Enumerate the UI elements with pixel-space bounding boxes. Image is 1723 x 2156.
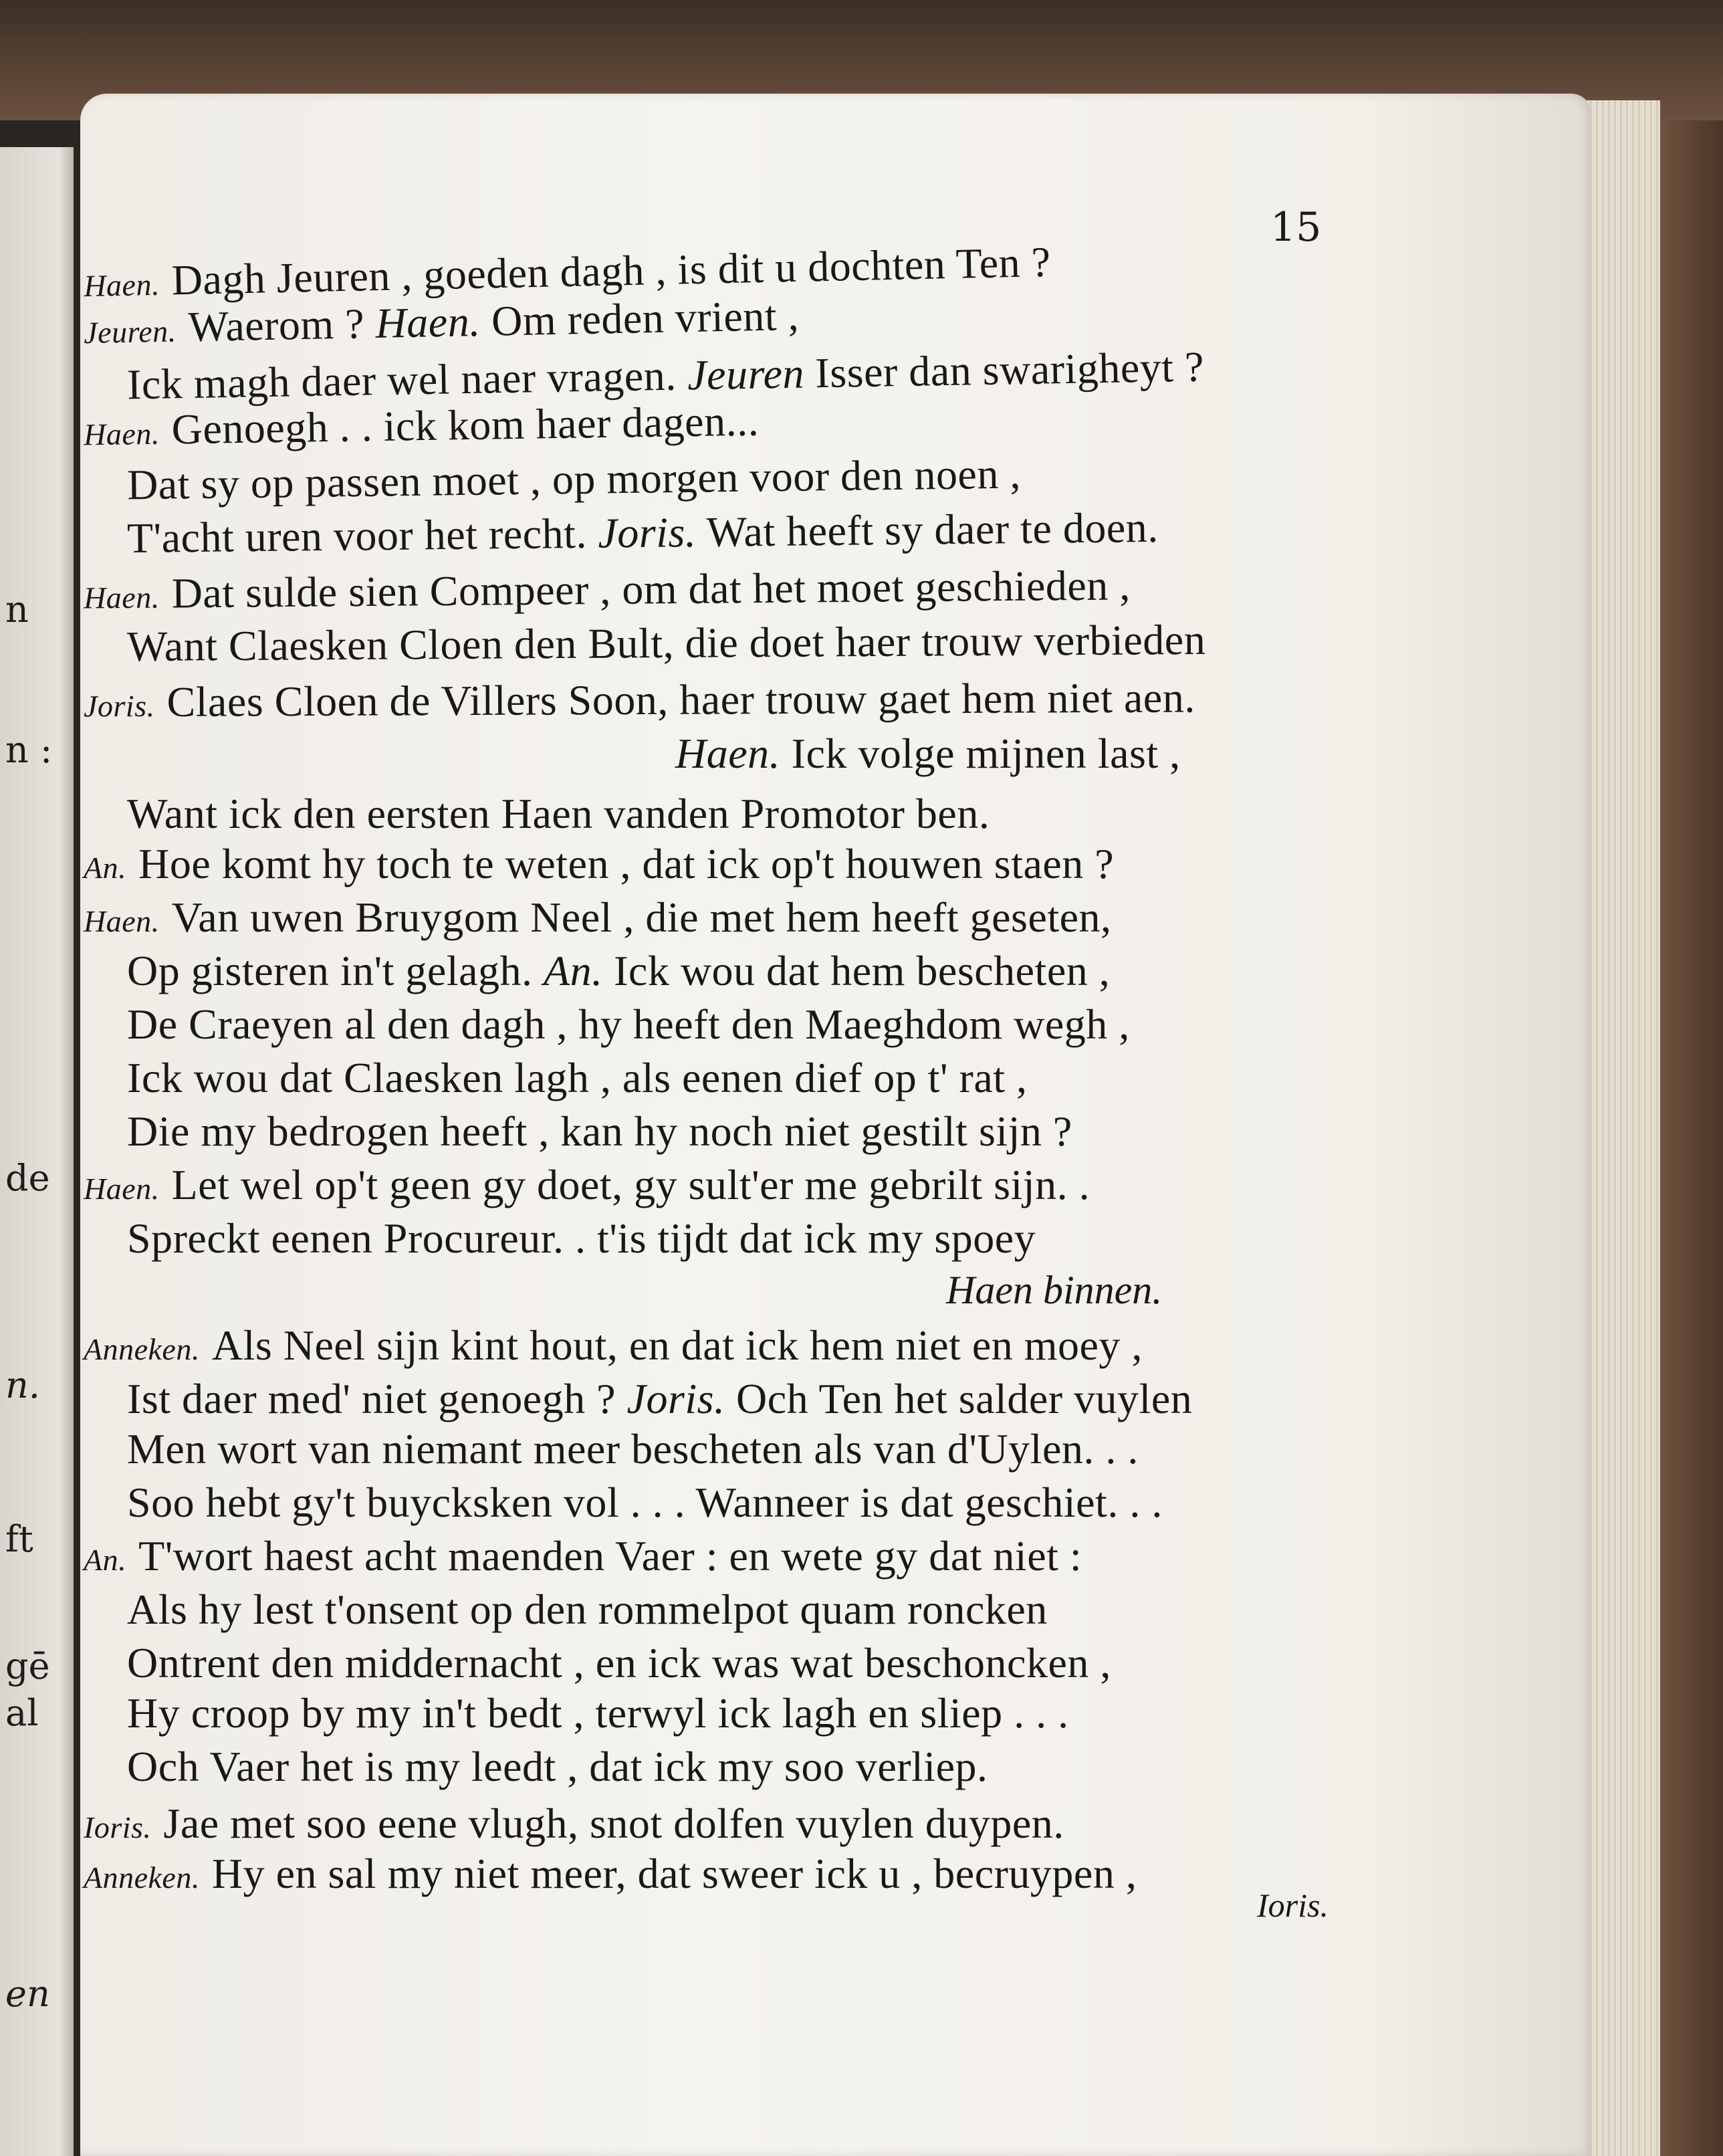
verse-text-segment: Spreckt eenen Procureur. . t'is tijdt dat ick my spoey <box>127 1214 1036 1262</box>
catchword: Ioris. <box>1257 1886 1329 1924</box>
verse-line <box>127 1000 1130 1049</box>
speaker-label: Ioris. <box>84 1810 152 1844</box>
verse-text-segment: Dat sy op passen moet , op morgen voor den noen , <box>126 449 1022 509</box>
verse-line <box>84 397 760 456</box>
speaker-label: An. <box>84 851 127 885</box>
verse-line <box>84 1160 1090 1210</box>
verse-line <box>84 1531 1082 1581</box>
speaker-label: Jeuren. <box>83 314 177 350</box>
verse-text-segment: Let wel op't geen gy doet, gy sult'er me gebrilt sijn. . <box>171 1161 1090 1208</box>
inline-speaker-name: Haen. <box>374 297 481 347</box>
verse-text-segment: Dat sulde sien Compeer , om dat het moet geschieden , <box>171 561 1131 617</box>
verse-text-segment: Ist daer med' niet genoegh ? <box>127 1375 627 1422</box>
verse-text-segment: Waerom ? <box>187 299 376 351</box>
page-number: 15 <box>1270 204 1322 251</box>
verse-text-segment: Want ick den eersten Haen vanden Promotor ben. <box>127 790 990 837</box>
left-page-fragment: n <box>5 588 29 631</box>
verse-text-segment: Ontrent den middernacht , en ick was wat beschoncken , <box>127 1639 1111 1687</box>
speaker-label: Haen. <box>83 267 160 304</box>
verse-line <box>84 839 1114 889</box>
left-page-edge <box>0 147 74 2156</box>
verse-text-segment: De Craeyen al den dagh , hy heeft den Maeghdom wegh , <box>127 1000 1130 1048</box>
verse-text-segment: Hy en sal my niet meer, dat sweer ick u , becruypen , <box>211 1850 1137 1897</box>
verse-line <box>84 1321 1143 1370</box>
speaker-label: Anneken. <box>84 1860 200 1895</box>
verse-line <box>127 789 990 839</box>
verse-line <box>127 1424 1139 1474</box>
left-page-fragment: ft <box>5 1518 33 1560</box>
verse-text-segment: Jae met soo eene vlugh, snot dolfen vuylen duypen. <box>163 1800 1064 1847</box>
verse-text-segment: Van uwen Bruygom Neel , die met hem heeft geseten, <box>171 893 1112 941</box>
verse-line <box>127 1107 1072 1156</box>
verse-line <box>84 1799 1064 1848</box>
verse-text-segment: Isser dan swarigheyt ? <box>804 342 1205 397</box>
verse-text-segment: Hoe komt hy toch te weten , dat ick op't houwen staen ? <box>138 840 1115 887</box>
verse-text-segment: Men wort van niemant meer bescheten als van d'Uylen. . . <box>127 1425 1139 1473</box>
verse-line <box>675 729 1181 778</box>
verse-text-segment: Ick wou dat Claesken lagh , als eenen dief op t' rat , <box>127 1054 1028 1101</box>
page-stack-edge <box>1585 100 1660 2156</box>
verse-text-segment: Ick volge mijnen last , <box>780 730 1181 777</box>
left-page-fragment: de <box>5 1157 50 1199</box>
left-page-fragment: gē <box>5 1645 50 1687</box>
speaker-label: Haen. <box>84 1172 160 1206</box>
inline-speaker-name: Jeuren <box>687 349 805 399</box>
verse-text-segment: Soo hebt gy't buycksken vol . . . Wanneer is dat geschiet. . . <box>127 1479 1163 1526</box>
verse-line <box>127 946 1110 996</box>
left-page-fragment: en <box>5 1973 50 2015</box>
verse-text-segment: Om reden vrient , <box>479 291 800 345</box>
left-page-fragment: al <box>5 1692 39 1734</box>
verse-text-segment: T'wort haest acht maenden Vaer : en wete gy dat niet : <box>138 1532 1082 1580</box>
speaker-label: Haen. <box>83 580 160 615</box>
verse-line <box>127 1585 1048 1634</box>
verse-text-segment: Dagh Jeuren , goeden dagh , is dit u dochten Ten ? <box>171 237 1052 304</box>
verse-line <box>84 1849 1137 1899</box>
verse-line <box>84 673 1195 728</box>
verse-line <box>127 1478 1163 1527</box>
verse-line <box>127 1214 1036 1263</box>
verse-text-segment: Want Claesken Cloen den Bult, die doet haer trouw verbieden <box>126 615 1206 671</box>
inline-speaker-name: An. <box>544 947 603 994</box>
verse-text-segment: Claes Cloen de Villers Soon, haer trouw gaet hem niet aen. <box>166 673 1195 726</box>
verse-text-segment: Genoegh . . ick kom haer dagen... <box>171 397 760 453</box>
verse-text-segment: Als Neel sijn kint hout, en dat ick hem niet en moey , <box>211 1321 1143 1369</box>
inline-speaker-name: Joris. <box>626 1375 725 1422</box>
verse-text-segment: Die my bedrogen heeft , kan hy noch niet gestilt sijn ? <box>127 1107 1072 1155</box>
speaker-label: Haen. <box>84 904 160 938</box>
left-page-fragment: n : <box>5 729 53 771</box>
verse-text-segment: Op gisteren in't gelagh. <box>127 947 544 994</box>
speaker-label: Haen. <box>83 416 160 452</box>
verse-text-segment: Och Vaer het is my leedt , dat ick my soo verliep. <box>127 1743 988 1790</box>
verse-line <box>84 893 1112 942</box>
verse-line <box>127 1742 988 1792</box>
verse-text-segment: Ick wou dat hem bescheten , <box>602 947 1111 994</box>
verse-line <box>127 1689 1069 1738</box>
speaker-label: An. <box>84 1543 127 1577</box>
verse-line <box>127 1053 1028 1103</box>
verse-text-segment: T'acht uren voor het recht. <box>126 509 598 562</box>
verse-line <box>127 615 1206 671</box>
verse-text-segment: Ick magh daer wel naer vragen. <box>126 351 688 409</box>
stage-direction: Haen binnen. <box>946 1268 1163 1312</box>
speaker-label: Anneken. <box>84 1332 200 1366</box>
left-page-fragment: n. <box>5 1364 40 1406</box>
verse-text-segment: Hy croop by my in't bedt , terwyl ick lagh en sliep . . . <box>127 1689 1069 1737</box>
inline-speaker-name: Haen. <box>675 730 781 777</box>
inline-speaker-name: Joris. <box>597 508 697 557</box>
verse-line <box>84 560 1131 619</box>
verse-text-segment: Och Ten het salder vuylen <box>725 1375 1193 1422</box>
verse-text-segment: Als hy lest t'onsent op den rommelpot quam roncken <box>127 1586 1048 1633</box>
speaker-label: Joris. <box>83 689 155 724</box>
verse-line <box>127 1374 1192 1424</box>
verse-line <box>127 1638 1111 1688</box>
verse-text-segment: Wat heeft sy daer te doen. <box>695 503 1159 556</box>
